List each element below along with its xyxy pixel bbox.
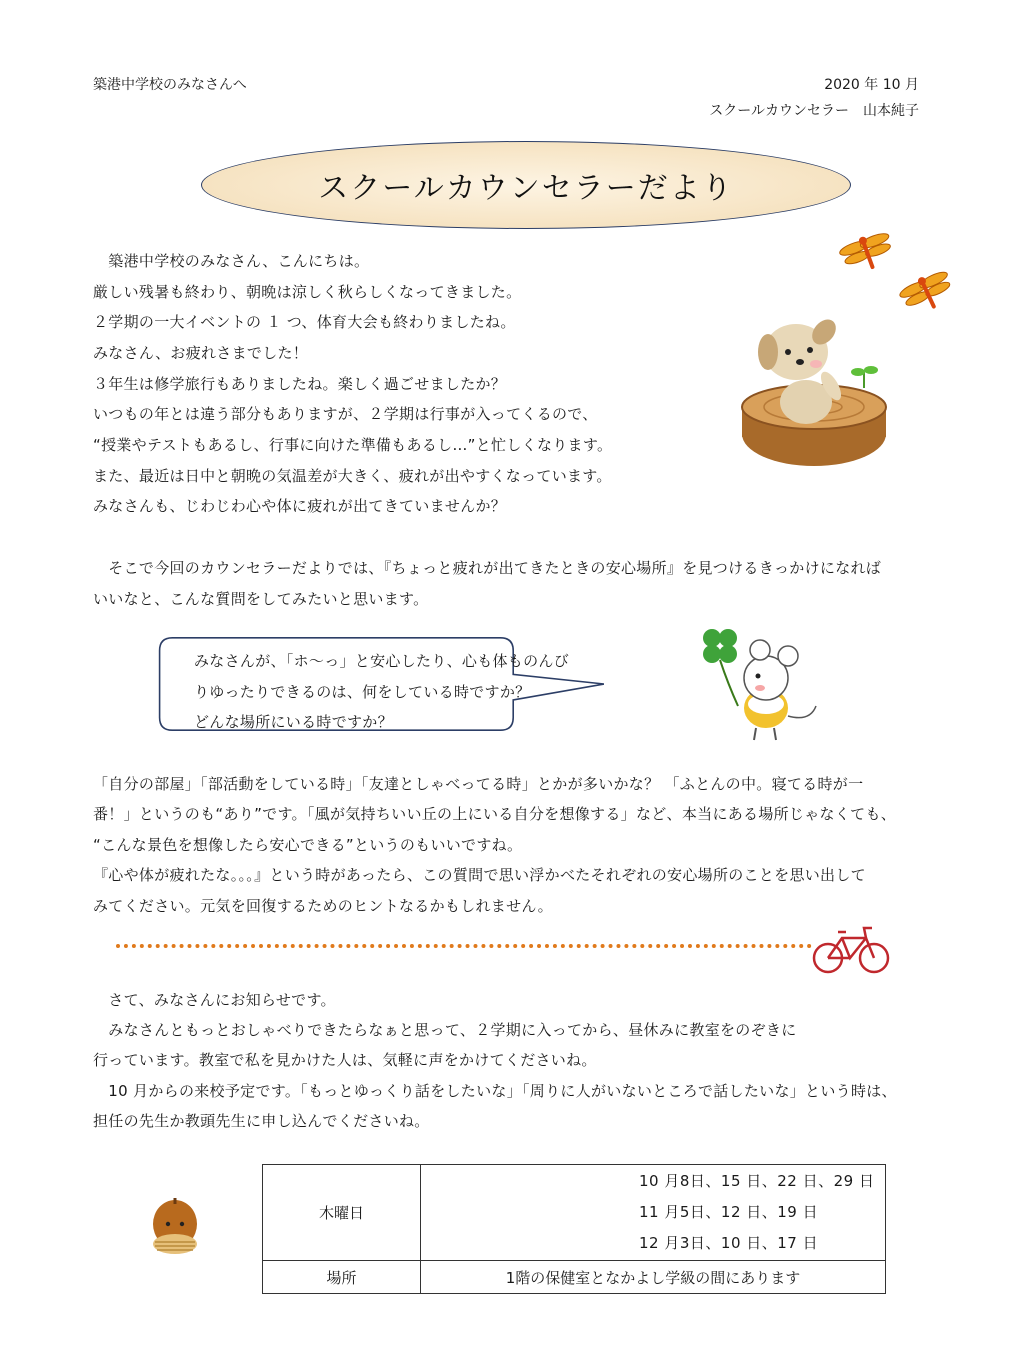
intro-line: いつもの年とは違う部分もありますが、２学期は行事が入ってくるので、 [93, 405, 598, 423]
issue-date: 2020 年 10 月 [824, 77, 919, 93]
bubble-line: どんな場所にいる時ですか？ [194, 713, 393, 731]
dragonfly-icon [834, 230, 900, 274]
dotted-divider [116, 944, 812, 948]
bubble-line: りゆったりできるのは、何をしている時ですか？ [194, 683, 531, 701]
day-cell: 木曜日 [263, 1165, 421, 1261]
intro-line: 厳しい残暑も終わり、朝晩は涼しく秋らしくなってきました。 [93, 283, 522, 301]
intro-line: “授業やテストもあるし、行事に向けた準備もあるし…”と忙しくなります。 [93, 436, 613, 454]
notice-line: 10 月からの来校予定です。「もっとゆっくり話をしたいな」「周りに人がいないところで話したいな」という時は、 [93, 1082, 897, 1100]
schedule-table [262, 1164, 886, 1294]
dates-cell [421, 1165, 886, 1261]
dragonfly-icon [894, 270, 960, 314]
intro-line: みなさん、お疲れさまでした！ [93, 344, 309, 362]
addressee: 築港中学校のみなさんへ [93, 77, 247, 93]
table-row [263, 1165, 886, 1261]
place-label-cell: 場所 [263, 1261, 421, 1294]
paragraph-line: 「自分の部屋」「部活動をしている時」「友達としゃべってる時」とかが多いかな？ 「ふとんの中。寝てる時が一 [93, 775, 864, 793]
paragraph-line: “こんな景色を想像したら安心できる”というのもいいですね。 [93, 836, 523, 854]
bicycle-icon [810, 922, 892, 976]
notice-line: みなさんともっとおしゃべりできたらなぁと思って、２学期に入ってから、昼休みに教室をのぞきに [93, 1021, 797, 1039]
paragraph-line: みてください。元気を回復するためのヒントなるかもしれません。 [93, 897, 553, 915]
puppy-on-stump [736, 312, 896, 472]
date-line: 12 月3日、10 日、17 日 [639, 1234, 819, 1252]
acorn-character [148, 1196, 202, 1258]
author: スクールカウンセラー 山本純子 [709, 103, 919, 119]
title-banner [201, 141, 851, 229]
intro-line: ２学期の一大イベントの １ つ、体育大会も終わりましたね。 [93, 313, 516, 331]
intro-line: また、最近は日中と朝晩の気温差が大きく、疲れが出やすくなっています。 [93, 467, 612, 485]
notice-line: 担任の先生か教頭先生に申し込んでくださいね。 [93, 1112, 430, 1130]
date-line: 11 月5日、12 日、19 日 [639, 1203, 819, 1221]
paragraph-line: そこで今回のカウンセラーだよりでは、『ちょっと疲れが出てきたときの安心場所』を見つけるきっかけになれば [93, 559, 882, 577]
intro-line: 築港中学校のみなさん、こんにちは。 [93, 252, 370, 270]
bubble-line: みなさんが、「ホ～っ」と安心したり、心も体ものんび [194, 652, 570, 670]
table-row [263, 1261, 886, 1294]
intro-line: ３年生は修学旅行もありましたね。楽しく過ごせましたか？ [93, 375, 507, 393]
paragraph-line: いいなと、こんな質問をしてみたいと思います。 [93, 590, 429, 608]
paragraph-line: 『心や体が疲れたな。。。』という時があったら、この質問で思い浮かべたそれぞれの安心場所のことを思い出して [93, 866, 866, 884]
notice-line: さて、みなさんにお知らせです。 [93, 991, 336, 1009]
intro-line: みなさんも、じわじわ心や体に疲れが出てきていませんか？ [93, 497, 507, 515]
mouse-with-clover [698, 624, 828, 746]
page-title: スクールカウンセラーだより [318, 171, 734, 206]
date-line: 10 月8日、15 日、22 日、29 日 [639, 1172, 875, 1190]
paragraph-line: 番！」というのも“あり”です。「風が気持ちいい丘の上にいる自分を想像する」など、本当にある場所じゃなくても、 [93, 805, 897, 823]
place-value-cell: 1階の保健室となかよし学級の間にあります [421, 1261, 886, 1294]
notice-line: 行っています。教室で私を見かけた人は、気軽に声をかけてくださいね。 [93, 1051, 597, 1069]
